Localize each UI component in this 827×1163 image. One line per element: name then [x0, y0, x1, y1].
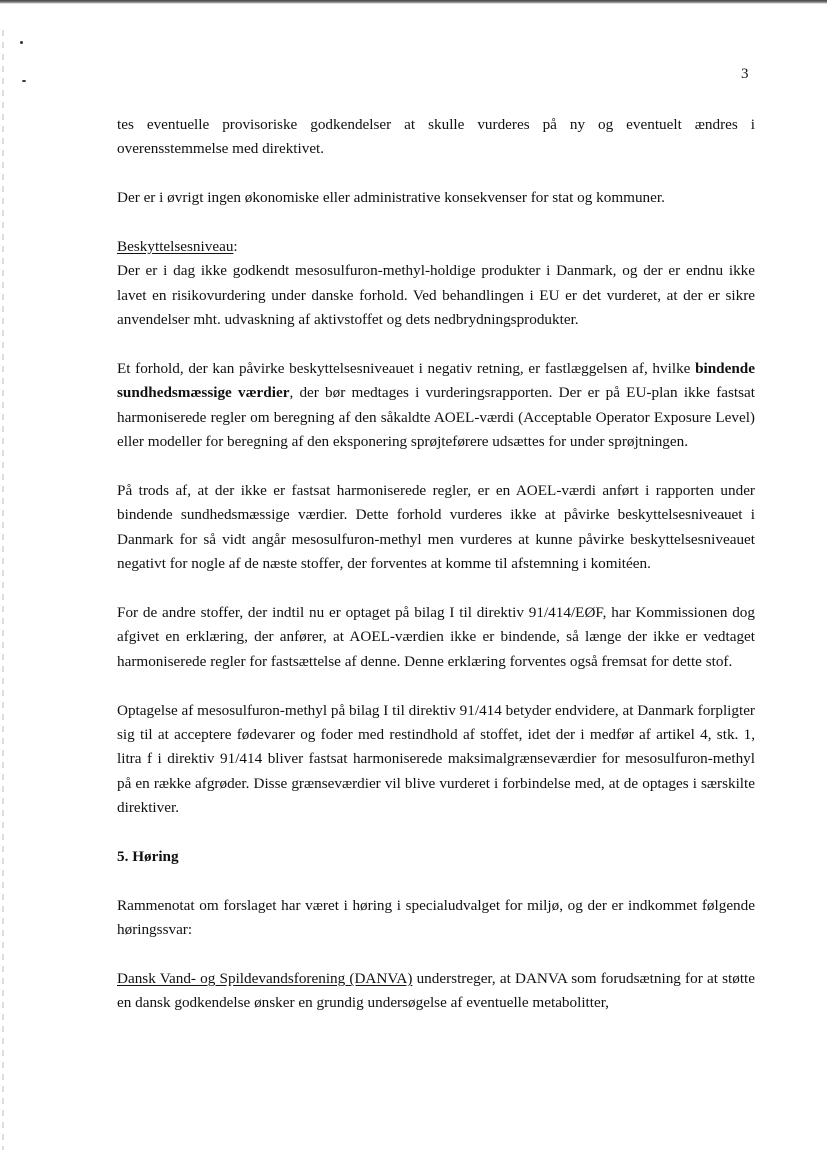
paragraph-aoel-value: På trods af, at der ikke er fastsat harmoniserede regler, er en AOEL-værdi anført i rapporten under bindende sundhedsmæssige værdier. Dette forhold vurderes ikke at påvirke beskyttelsesniveauet i Danmark for så vidt angår mesosulfuron-methyl men vurderes at kunne påvirke beskyttelsesniveauet negativt for nogle af de næste stoffer, der forventes at komme til afstemning i komitéen. [117, 482, 755, 573]
paragraph-hearing: Rammenotat om forslaget har været i høring i specialudvalget for miljø, og der er indkommet følgende høringssvar: [117, 896, 755, 939]
subheading-protection-level [117, 235, 755, 259]
paragraph-protection-level: Der er i dag ikke godkendt mesosulfuron-methyl-holdige produkter i Danmark, og der er endnu ikke lavet en risikovurdering under danske forhold. Ved behandlingen i EU er det vurderet, at der er sikre anvendelser mht. udvaskning af aktivstoffet og dets nedbrydningsprodukter. [117, 262, 755, 329]
scan-edge-top [0, 0, 827, 4]
binding-values-after: , der bør medtages i vurderingsrapporten. Der er på EU-plan ikke fastsat harmoniserede regler om beregning af den såkaldte AOEL-værdi (Acceptable Operator Exposure Level) eller modeller for beregning af den eksponering sprøjteførere udsættes for under sprøjtningen. [117, 384, 755, 451]
paragraph-food-residues: Optagelse af mesosulfuron-methyl på bilag I til direktiv 91/414 betyder endvidere, at Danmark forpligter sig til at acceptere fødevarer og foder med restindhold af stoffet, idet der i medfør af artikel 4, stk. 1, litra f i direktiv 91/414 bliver fastsat harmoniserede maksimalgrænseværdier for mesosulfuron-methyl på en række afgrøder. Disse grænseværdier vil blive vurderet i forbindelse med, at de optages i særskilte direktiver. [117, 701, 755, 817]
scan-edge-left [2, 30, 4, 1150]
binding-values-before: Et forhold, der kan påvirke beskyttelsesniveauet i negativ retning, er fastlæggelsen af, hvilke [117, 360, 696, 378]
paragraph-commission-statement: For de andre stoffer, der indtil nu er optaget på bilag I til direktiv 91/414/EØF, har Kommissionen dog afgivet en erklæring, der anfører, at AOEL-værdien ikke er bindende, så længe der ikke er vedtaget harmoniserede regler for fastsættelse af denne. Denne erklæring forventes også fremsat for dette stof. [117, 604, 755, 670]
subheading-text: Beskyttelsesniveau [117, 238, 234, 255]
paragraph-no-consequences: Der er i øvrigt ingen økonomiske eller administrative konsekvenser for stat og kommuner. [117, 189, 665, 207]
paragraph-provisional-approvals: tes eventuelle provisoriske godkendelser at skulle vurderes på ny og eventuelt ændres i overensstemmelse med direktivet. [117, 116, 755, 158]
paragraph-danva [117, 967, 755, 1016]
scan-speck [22, 80, 26, 82]
section-heading-hearing: 5. Høring [117, 848, 179, 866]
page-number: 3 [741, 66, 749, 82]
binding-values-bold: bindende sundhedsmæssige værdier [117, 360, 755, 402]
subheading-colon: : [233, 238, 238, 255]
paragraph-binding-values [117, 357, 755, 455]
document-body [117, 113, 755, 1040]
danva-text: understreger, at DANVA som forudsætning for at støtte en dansk godkendelse ønsker en grundig undersøgelse af eventuelle metabolitter, [117, 970, 755, 1012]
scan-speck [20, 41, 23, 44]
danva-organization: Dansk Vand- og Spildevandsforening (DANVA) [117, 970, 413, 988]
